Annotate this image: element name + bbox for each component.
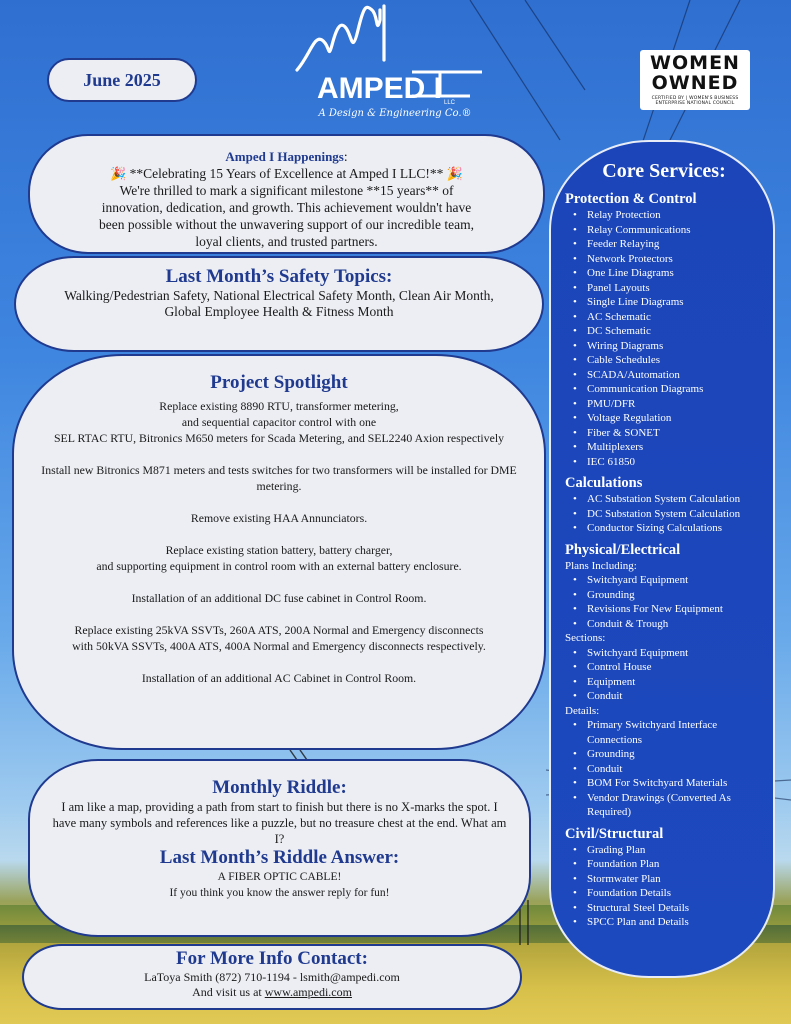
physical-title: Physical/Electrical	[565, 541, 681, 558]
sections-list	[565, 646, 763, 704]
service-item: • Relay Communications	[573, 223, 763, 238]
service-item: • Structural Steel Details	[573, 901, 763, 916]
service-item: • Foundation Details	[573, 886, 763, 901]
spotlight-item: Install new Bitronics M871 meters and tests switches for two transformers will be installed for DME metering.	[41, 463, 517, 493]
spotlight-item	[20, 622, 538, 654]
spotlight-item	[20, 542, 538, 574]
service-item: • Primary Switchyard Interface Connections	[573, 718, 763, 747]
contact-visit-label: And visit us at	[192, 985, 265, 999]
spotlight-line: Replace existing station battery, battery charger,	[165, 543, 393, 557]
service-item: • Vendor Drawings (Converted As Required)	[573, 791, 763, 820]
civil-list	[565, 843, 763, 930]
service-item: • Grading Plan	[573, 843, 763, 858]
service-item: • IEC 61850	[573, 455, 763, 470]
safety-title: Last Month’s Safety Topics:	[165, 266, 393, 287]
logo-tagline: A Design & Engineering Co.®	[318, 108, 472, 119]
service-item: • Wiring Diagrams	[573, 339, 763, 354]
service-item: • Multiplexers	[573, 440, 763, 455]
riddle-answer: A FIBER OPTIC CABLE!	[217, 871, 342, 883]
logo-llc: LLC	[444, 100, 456, 106]
happenings-body: We're thrilled to mark a significant milestone **15 years** of innovation, dedication, and growth. This achievement wouldn't have been possible without the unwavering support of our incredible team, loyal clients, and trusted partners.	[99, 183, 474, 249]
spotlight-item: Remove existing HAA Annunciators.	[190, 511, 368, 525]
spotlight-line: and supporting equipment in control room with an external battery enclosure.	[96, 559, 462, 573]
spotlight-line: SEL RTAC RTU, Bitronics M650 meters for Scada Metering, and SEL2240 Axion respectively	[54, 431, 504, 445]
calculations-title: Calculations	[565, 475, 643, 491]
service-item: • Grounding	[573, 747, 763, 762]
service-item: • One Line Diagrams	[573, 266, 763, 281]
service-item: • Conduit & Trough	[573, 617, 763, 632]
service-item: • Conduit	[573, 689, 763, 704]
safety-line1: Walking/Pedestrian Safety, National Electrical Safety Month, Clean Air Month,	[64, 288, 494, 303]
logo-brand: AMPED I	[317, 72, 443, 105]
calculations-list	[565, 492, 763, 536]
service-item: • Single Line Diagrams	[573, 295, 763, 310]
happenings-colon: :	[343, 149, 348, 164]
service-item: • Revisions For New Equipment	[573, 602, 763, 617]
service-item: • Control House	[573, 660, 763, 675]
service-item: • Voltage Regulation	[573, 411, 763, 426]
website-link[interactable]: www.ampedi.com	[264, 985, 352, 999]
safety-panel	[14, 256, 544, 352]
plans-label: Plans Including:	[565, 559, 637, 572]
spotlight-item: Installation of an additional DC fuse cabinet in Control Room.	[131, 591, 427, 605]
party-icon: 🎉	[446, 166, 463, 181]
service-item: • Switchyard Equipment	[573, 573, 763, 588]
service-item: • Network Protectors	[573, 252, 763, 267]
spotlight-line: with 50kVA SSVTs, 400A ATS, 400A Normal and Emergency disconnects respectively.	[72, 639, 486, 653]
riddle-text: I am like a map, providing a path from start to finish but there is no X-marks the spot. I have many symbols and references like a puzzle, but no treasure chest at the end. What am I?	[52, 800, 507, 846]
service-item: • Panel Layouts	[573, 281, 763, 296]
party-icon: 🎉	[110, 166, 127, 181]
sections-label: Sections:	[565, 632, 606, 644]
service-item: • SPCC Plan and Details	[573, 915, 763, 930]
happenings-panel	[28, 134, 545, 254]
badge-line1: WOMEN	[650, 52, 740, 74]
service-item: • AC Schematic	[573, 310, 763, 325]
service-item: • Feeder Relaying	[573, 237, 763, 252]
protection-title: Protection & Control	[565, 191, 697, 207]
service-item: • Grounding	[573, 588, 763, 603]
contact-title: For More Info Contact:	[176, 948, 368, 969]
riddle-panel	[28, 759, 531, 937]
contact-line: LaToya Smith (872) 710-1194 - lsmith@ampedi.com	[144, 970, 400, 984]
spotlight-line: Replace existing 8890 RTU, transformer metering,	[159, 399, 399, 413]
spotlight-line: and sequential capacitor control with one	[181, 415, 377, 429]
service-item: • Switchyard Equipment	[573, 646, 763, 661]
service-item: • Conduit	[573, 762, 763, 777]
details-list	[565, 718, 763, 820]
safety-line2: Global Employee Health & Fitness Month	[164, 304, 394, 319]
project-spotlight-panel	[12, 354, 546, 750]
service-item: • SCADA/Automation	[573, 368, 763, 383]
service-item: • PMU/DFR	[573, 397, 763, 412]
service-item: • DC Schematic	[573, 324, 763, 339]
service-item: • BOM For Switchyard Materials	[573, 776, 763, 791]
spotlight-item	[20, 398, 538, 446]
spotlight-item: Installation of an additional AC Cabinet in Control Room.	[141, 671, 417, 685]
happenings-headline: **Celebrating 15 Years of Excellence at Amped I LLC!**	[129, 166, 444, 181]
service-item: • Equipment	[573, 675, 763, 690]
service-item: • Foundation Plan	[573, 857, 763, 872]
spotlight-title: Project Spotlight	[210, 372, 348, 393]
details-label: Details:	[565, 704, 600, 717]
civil-title: Civil/Structural	[565, 825, 664, 842]
service-item: • Stormwater Plan	[573, 872, 763, 887]
contact-panel	[22, 944, 522, 1010]
services-title: Core Services:	[602, 160, 726, 182]
riddle-invite: If you think you know the answer reply for fun!	[169, 887, 390, 899]
date-badge	[47, 58, 197, 102]
spotlight-line: Replace existing 25kVA SSVTs, 260A ATS, 200A Normal and Emergency disconnects	[74, 623, 484, 637]
service-item: • Cable Schedules	[573, 353, 763, 368]
protection-list	[565, 208, 763, 469]
service-item: • Conductor Sizing Calculations	[573, 521, 763, 536]
plans-list	[565, 573, 763, 631]
happenings-title: Amped I Happenings	[225, 149, 344, 164]
service-item: • Fiber & SONET	[573, 426, 763, 441]
riddle-title: Monthly Riddle:	[212, 777, 347, 798]
date-text: June 2025	[83, 69, 161, 90]
riddle-answer-title: Last Month’s Riddle Answer:	[159, 847, 400, 868]
badge-cert: CERTIFIED BY | WOMEN'S BUSINESS ENTERPRISE NATIONAL COUNCIL	[651, 96, 739, 106]
service-item: • AC Substation System Calculation	[573, 492, 763, 507]
service-item: • Communication Diagrams	[573, 382, 763, 397]
women-owned-badge	[640, 50, 750, 110]
service-item: • Relay Protection	[573, 208, 763, 223]
core-services-panel	[549, 140, 775, 978]
badge-line2: OWNED	[651, 72, 739, 94]
service-item: • DC Substation System Calculation	[573, 507, 763, 522]
